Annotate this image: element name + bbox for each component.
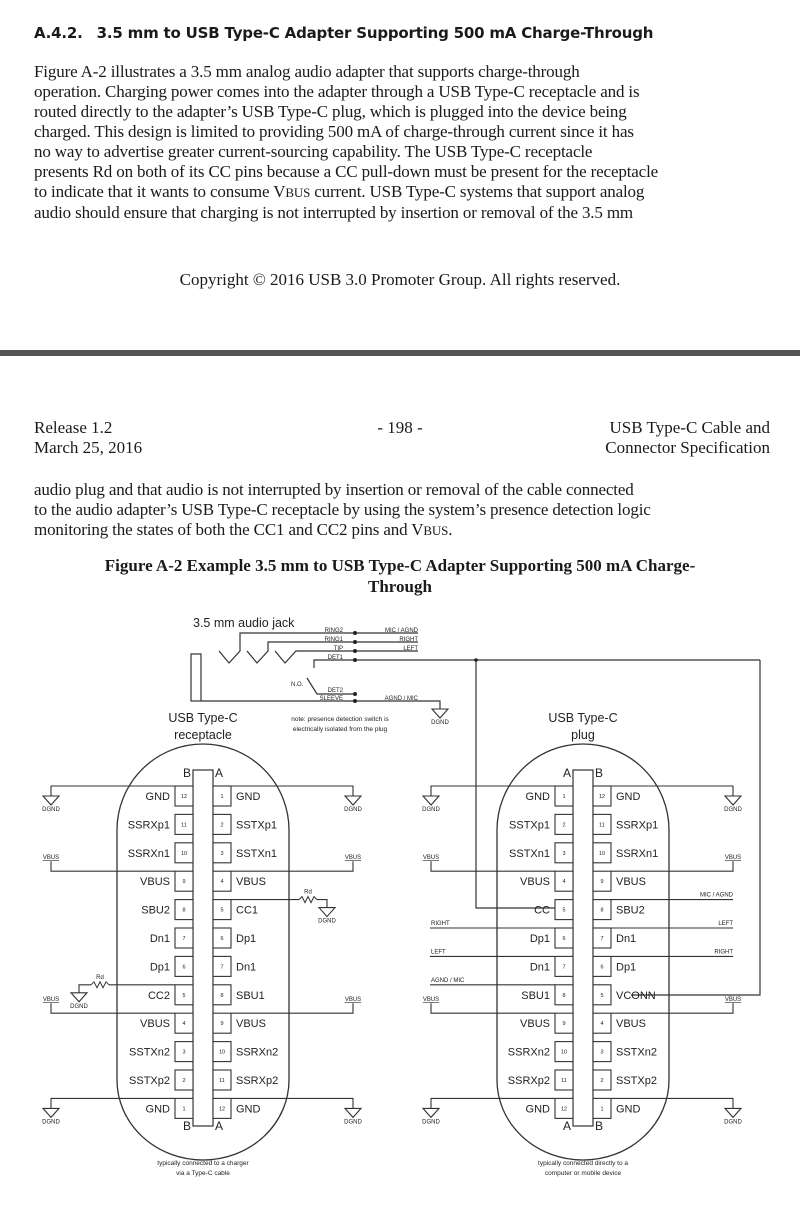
pin-number: 3 bbox=[600, 1049, 604, 1056]
pin-name: SSTXn1 bbox=[236, 847, 277, 860]
text-span: to indicate that it wants to consume bbox=[34, 182, 274, 201]
dgnd-label: DGND bbox=[42, 1119, 60, 1126]
pin-name: SBU2 bbox=[616, 904, 645, 917]
release-label: Release 1.2 bbox=[34, 418, 113, 437]
dgnd-label: DGND bbox=[344, 807, 362, 813]
text-span: V bbox=[411, 520, 424, 539]
wire bbox=[611, 1003, 733, 1013]
vbus-label: VBUS bbox=[42, 855, 60, 862]
pin-number: 2 bbox=[562, 822, 566, 829]
wire bbox=[611, 861, 733, 871]
resistor-rd-icon bbox=[299, 890, 317, 903]
side-label: A bbox=[214, 766, 224, 780]
pin-left bbox=[141, 900, 193, 920]
resistor-rd-icon bbox=[91, 975, 109, 988]
pin-name: VBUS bbox=[616, 1018, 646, 1031]
pin-name: Dn1 bbox=[529, 961, 550, 974]
jack-title: 3.5 mm audio jack bbox=[193, 616, 295, 630]
pin-name: GND bbox=[616, 1103, 641, 1116]
pin-name: Dn1 bbox=[616, 933, 637, 945]
section-title: 3.5 mm to USB Type-C Adapter Supporting 500 mA Charge-Through bbox=[96, 24, 654, 42]
pin-left bbox=[530, 928, 573, 948]
pin-left bbox=[534, 900, 573, 920]
connector-footnote: via a Type-C cable bbox=[176, 1170, 230, 1177]
pin-number: 2 bbox=[600, 1078, 604, 1084]
pin-number: 3 bbox=[562, 850, 566, 857]
pin-number: 1 bbox=[182, 1106, 186, 1113]
dgnd-ground-icon bbox=[724, 1108, 742, 1125]
pin-number: 5 bbox=[182, 992, 186, 999]
pin-right bbox=[593, 928, 636, 948]
pin-number: 5 bbox=[562, 907, 566, 914]
connector-subtitle: receptacle bbox=[174, 728, 232, 742]
contact-ring1: RING1 bbox=[324, 637, 343, 643]
paragraph-line: Figure A-2 illustrates a 3.5 mm analog audio adapter that supports charge-through bbox=[34, 62, 580, 81]
pin-number: 2 bbox=[220, 822, 224, 829]
release-date: March 25, 2016 bbox=[34, 438, 143, 457]
paragraph-line: charged. This design is limited to providing 500 mA of charge-through current since it has bbox=[34, 122, 634, 141]
pin-left bbox=[526, 1098, 573, 1118]
pin-name: VBUS bbox=[236, 876, 266, 889]
pin-name: SSRXn2 bbox=[507, 1046, 550, 1059]
pin-number: 10 bbox=[560, 1049, 568, 1056]
note-line: electrically isolated from the plug bbox=[292, 726, 388, 733]
pin-number: 9 bbox=[562, 1021, 566, 1028]
jack-sleeve-body bbox=[191, 654, 201, 701]
pin-left bbox=[146, 786, 193, 806]
pin-name: GND bbox=[145, 791, 170, 803]
connector-footnote: typically connected to a charger bbox=[157, 1160, 249, 1167]
pin-number: 12 bbox=[180, 794, 188, 800]
section-number: A.4.2. bbox=[34, 24, 83, 42]
side-label: B bbox=[594, 1119, 604, 1133]
pin-name: VBUS bbox=[236, 1018, 266, 1031]
vbus-label: VBUS bbox=[724, 855, 742, 862]
pin-name: VBUS bbox=[520, 876, 550, 889]
pin-name: CC bbox=[534, 904, 550, 917]
pin-name: SSTXp1 bbox=[509, 819, 550, 832]
side-label: B bbox=[182, 1119, 192, 1133]
pin-number: 1 bbox=[562, 794, 566, 800]
pin-name: VBUS bbox=[140, 876, 170, 889]
pin-name: SSTXp2 bbox=[129, 1075, 170, 1087]
connector-tongue bbox=[193, 770, 213, 1126]
pin-name: GND bbox=[525, 1103, 550, 1116]
pin-name: Dp1 bbox=[529, 933, 550, 945]
paragraph-line: routed directly to the adapter’s USB Type-C plug, which is plugged into the device being bbox=[34, 102, 627, 121]
jack-contact-labels bbox=[291, 628, 419, 702]
contact-ring2: RING2 bbox=[324, 628, 343, 634]
page-number: - 198 - bbox=[377, 418, 423, 437]
pin-left bbox=[150, 928, 193, 948]
pin-left bbox=[140, 871, 193, 891]
pin-left bbox=[521, 985, 573, 1005]
vbus-label: VBUS bbox=[422, 997, 440, 1004]
usb-c-plug bbox=[422, 711, 742, 1177]
pin-right bbox=[593, 900, 645, 920]
signal-label: AGND / MIC bbox=[431, 977, 465, 984]
pin-number: 12 bbox=[560, 1106, 568, 1113]
wire bbox=[431, 1003, 555, 1013]
pin-name: GND bbox=[236, 791, 261, 803]
pin-name: SSRXp1 bbox=[616, 819, 659, 832]
pin-number: 6 bbox=[562, 936, 566, 942]
pin-name: VBUS bbox=[520, 1018, 550, 1031]
signal-label: RIGHT bbox=[431, 921, 450, 927]
pin-number: 7 bbox=[562, 964, 566, 971]
pin-left bbox=[509, 814, 573, 834]
connector-footnote: computer or mobile device bbox=[544, 1170, 622, 1177]
pin-name: Dp1 bbox=[149, 961, 170, 974]
pin-name: VCONN bbox=[616, 989, 656, 1002]
dgnd-label: DGND bbox=[422, 1119, 440, 1126]
dgnd-ground-icon bbox=[422, 796, 440, 813]
pin-number: 12 bbox=[598, 794, 606, 800]
pin-left bbox=[520, 871, 573, 891]
pin-number: 9 bbox=[220, 1021, 224, 1028]
contact-tip: TIP bbox=[333, 646, 343, 652]
wire bbox=[79, 985, 91, 993]
pin-name: VBUS bbox=[140, 1018, 170, 1031]
connector-title: USB Type-C bbox=[548, 711, 618, 725]
pin-right bbox=[593, 1070, 657, 1090]
pin-number: 9 bbox=[182, 879, 186, 886]
caption-line: Figure A-2 Example 3.5 mm to USB Type-C Adapter Supporting 500 mA Charge- bbox=[104, 556, 696, 575]
signal-label: LEFT bbox=[431, 949, 446, 956]
paragraph-line: audio plug and that audio is not interrupted by insertion or removal of the cable connected bbox=[34, 480, 634, 499]
signal-label: RIGHT bbox=[714, 949, 733, 956]
paragraph-line: to the audio adapter’s USB Type-C receptacle by using the system’s presence detection logic bbox=[34, 500, 651, 519]
pin-number: 7 bbox=[600, 936, 604, 942]
side-label: A bbox=[562, 1119, 572, 1133]
side-label: A bbox=[214, 1119, 224, 1133]
pin-right bbox=[213, 985, 265, 1005]
vbus-label: VBUS bbox=[724, 997, 742, 1004]
pin-left bbox=[508, 1042, 573, 1062]
text-span: . bbox=[448, 520, 453, 539]
pin-left bbox=[508, 1070, 573, 1090]
rd-label: Rd bbox=[96, 974, 104, 981]
dgnd-label: DGND bbox=[318, 918, 336, 925]
dgnd-ground-icon bbox=[344, 796, 362, 813]
pin-right bbox=[213, 1013, 266, 1033]
pin-name: SBU1 bbox=[236, 989, 265, 1002]
paragraph-line: no way to advertise greater current-sourcing capability. The USB Type-C receptacle bbox=[34, 142, 593, 161]
pin-right bbox=[593, 843, 658, 863]
pin-number: 4 bbox=[220, 879, 224, 886]
pin-left bbox=[150, 956, 193, 976]
pin-left bbox=[129, 1070, 193, 1090]
pin-right bbox=[593, 1098, 641, 1118]
pin-right bbox=[213, 900, 258, 920]
pin-name: Dp1 bbox=[616, 961, 637, 974]
pin-number: 11 bbox=[561, 1078, 567, 1084]
signal-label: MIC / AGND bbox=[699, 892, 733, 899]
pin-number: 4 bbox=[600, 1021, 604, 1028]
vbus-label: VBUS bbox=[422, 855, 440, 862]
pin-name: Dn1 bbox=[236, 961, 257, 974]
dgnd-ground-icon bbox=[431, 709, 449, 726]
connector-title: USB Type-C bbox=[168, 711, 238, 725]
pin-number: 3 bbox=[220, 850, 224, 857]
pin-name: VBUS bbox=[616, 876, 646, 889]
wire bbox=[317, 900, 327, 908]
connector-tongue bbox=[573, 770, 593, 1126]
pin-left bbox=[146, 1098, 193, 1118]
ground-symbol bbox=[431, 709, 449, 726]
dgnd-label: DGND bbox=[42, 807, 60, 813]
caption-line: Through bbox=[368, 577, 432, 596]
wire bbox=[231, 1003, 353, 1013]
pin-right bbox=[213, 1042, 278, 1062]
pin-number: 5 bbox=[220, 907, 224, 914]
pin-right bbox=[213, 786, 261, 806]
side-label: B bbox=[594, 766, 604, 780]
pin-number: 6 bbox=[220, 936, 224, 942]
pin-name: SBU1 bbox=[521, 989, 550, 1002]
pin-right bbox=[213, 928, 256, 948]
wire bbox=[51, 861, 175, 871]
pin-right bbox=[213, 871, 266, 891]
wire bbox=[231, 861, 353, 871]
pin-number: 6 bbox=[182, 964, 186, 971]
pin-name: SSTXn2 bbox=[129, 1046, 170, 1059]
pin-name: SSRXn1 bbox=[616, 847, 659, 860]
contact-det2: DET2 bbox=[327, 688, 343, 694]
side-label: A bbox=[562, 766, 572, 780]
pin-name: Dn1 bbox=[149, 933, 170, 945]
text-span: monitoring the states of both the CC1 and CC2 pins and bbox=[34, 520, 412, 539]
connector-subtitle: plug bbox=[571, 728, 595, 742]
dgnd-label: DGND bbox=[344, 1119, 362, 1126]
connector-footnote: typically connected directly to a bbox=[538, 1160, 628, 1167]
pin-right bbox=[593, 956, 636, 976]
pin-name: GND bbox=[525, 791, 550, 803]
pin-left bbox=[526, 786, 573, 806]
pin-name: SSRXp2 bbox=[236, 1075, 279, 1087]
rd-label: Rd bbox=[304, 889, 312, 896]
pin-left bbox=[128, 843, 193, 863]
signal-label: LEFT bbox=[718, 921, 733, 927]
doc-title-line: Connector Specification bbox=[605, 438, 770, 457]
pin-name: SSTXn2 bbox=[616, 1046, 657, 1059]
dgnd-ground-icon bbox=[42, 1108, 60, 1125]
pin-right bbox=[213, 843, 277, 863]
switch-label: N.O. bbox=[291, 682, 304, 688]
pin-right bbox=[213, 1098, 261, 1118]
pin-number: 1 bbox=[220, 794, 224, 800]
paragraph-line: audio should ensure that charging is not interrupted by insertion or removal of the 3.5 mm bbox=[34, 203, 634, 222]
pin-name: GND bbox=[236, 1103, 261, 1116]
note-line: note: presence detection switch is bbox=[291, 716, 389, 723]
pin-number: 11 bbox=[181, 822, 187, 829]
dgnd-label: DGND bbox=[431, 720, 449, 726]
dgnd-ground-icon bbox=[344, 1108, 362, 1125]
dgnd-ground-icon bbox=[42, 796, 60, 813]
pin-left bbox=[128, 814, 193, 834]
text-span: BUS bbox=[285, 185, 311, 200]
pin-name: SSTXp2 bbox=[616, 1075, 657, 1087]
pin-number: 8 bbox=[220, 992, 224, 999]
vbus-label: VBUS bbox=[344, 997, 362, 1004]
pin-name: SSTXp1 bbox=[236, 819, 277, 832]
pin-number: 11 bbox=[599, 822, 605, 829]
pin-number: 1 bbox=[600, 1106, 604, 1113]
text-span: V bbox=[273, 182, 286, 201]
wire bbox=[431, 861, 555, 871]
dgnd-label: DGND bbox=[70, 1003, 88, 1010]
pin-number: 7 bbox=[220, 964, 224, 971]
pin-number: 10 bbox=[218, 1049, 226, 1056]
pin-right bbox=[213, 1070, 278, 1090]
signal-right: RIGHT bbox=[399, 637, 418, 643]
contact-det1: DET1 bbox=[327, 655, 343, 661]
text-span: current. USB Type-C systems that support analog bbox=[310, 182, 645, 201]
pin-number: 7 bbox=[182, 936, 186, 942]
signal-agnd-mic: AGND / MIC bbox=[384, 696, 418, 702]
pin-left bbox=[530, 956, 573, 976]
copyright-notice: Copyright © 2016 USB 3.0 Promoter Group. All rights reserved. bbox=[179, 270, 621, 289]
signal-left: LEFT bbox=[403, 646, 418, 652]
pin-number: 4 bbox=[562, 879, 566, 886]
signal-mic-agnd: MIC / AGND bbox=[384, 628, 418, 634]
vbus-label: VBUS bbox=[344, 855, 362, 862]
pin-number: 9 bbox=[600, 879, 604, 886]
pin-number: 8 bbox=[600, 907, 604, 914]
text-span: BUS bbox=[423, 523, 449, 538]
pin-name: CC1 bbox=[236, 904, 259, 917]
pin-right bbox=[593, 1013, 646, 1033]
dgnd-label: DGND bbox=[422, 807, 440, 813]
pin-number: 10 bbox=[598, 850, 606, 857]
pin-name: GND bbox=[616, 791, 641, 803]
usb-c-receptacle bbox=[42, 711, 362, 1177]
pin-name: SSRXp1 bbox=[127, 819, 170, 832]
pin-name: SBU2 bbox=[141, 904, 170, 917]
pin-left bbox=[140, 1013, 193, 1033]
pin-number: 8 bbox=[182, 907, 186, 914]
pin-right bbox=[593, 985, 656, 1005]
pin-left bbox=[520, 1013, 573, 1033]
pin-number: 2 bbox=[182, 1078, 186, 1084]
pin-name: SSRXp2 bbox=[507, 1075, 550, 1087]
pin-right bbox=[593, 814, 658, 834]
pin-name: SSRXn2 bbox=[236, 1046, 279, 1059]
pin-right bbox=[593, 786, 641, 806]
vbus-label: VBUS bbox=[42, 997, 60, 1004]
dgnd-ground-icon bbox=[318, 908, 336, 925]
pin-name: Dp1 bbox=[236, 933, 257, 945]
paragraph-line: operation. Charging power comes into the adapter through a USB Type-C receptacle and is bbox=[34, 82, 640, 101]
doc-title-line: USB Type-C Cable and bbox=[609, 418, 770, 437]
pin-right bbox=[213, 956, 256, 976]
dgnd-ground-icon bbox=[422, 1108, 440, 1125]
pin-number: 8 bbox=[562, 992, 566, 999]
side-label: B bbox=[182, 766, 192, 780]
pin-number: 12 bbox=[218, 1106, 226, 1113]
pin-number: 3 bbox=[182, 1049, 186, 1056]
jack-wiring bbox=[191, 633, 760, 995]
pin-name: CC2 bbox=[147, 989, 170, 1002]
pin-number: 6 bbox=[600, 964, 604, 971]
pin-right bbox=[593, 1042, 657, 1062]
dgnd-ground-icon bbox=[70, 993, 88, 1010]
pin-right bbox=[593, 871, 646, 891]
dgnd-label: DGND bbox=[724, 1119, 742, 1126]
paragraph-line: presents Rd on both of its CC pins because a CC pull-down must be present for the receptacle bbox=[34, 162, 659, 181]
pin-number: 5 bbox=[600, 992, 604, 999]
pin-number: 4 bbox=[182, 1021, 186, 1028]
pin-left bbox=[509, 843, 573, 863]
pin-number: 10 bbox=[180, 850, 188, 857]
pin-name: SSTXn1 bbox=[509, 847, 550, 860]
pin-number: 11 bbox=[219, 1078, 225, 1084]
pin-right bbox=[213, 814, 277, 834]
pin-name: GND bbox=[145, 1103, 170, 1116]
pin-left bbox=[148, 985, 193, 1005]
contact-sleeve: SLEEVE bbox=[319, 696, 343, 702]
dgnd-label: DGND bbox=[724, 807, 742, 813]
pin-left bbox=[129, 1042, 193, 1062]
dgnd-ground-icon bbox=[724, 796, 742, 813]
pin-name: SSRXn1 bbox=[127, 847, 170, 860]
